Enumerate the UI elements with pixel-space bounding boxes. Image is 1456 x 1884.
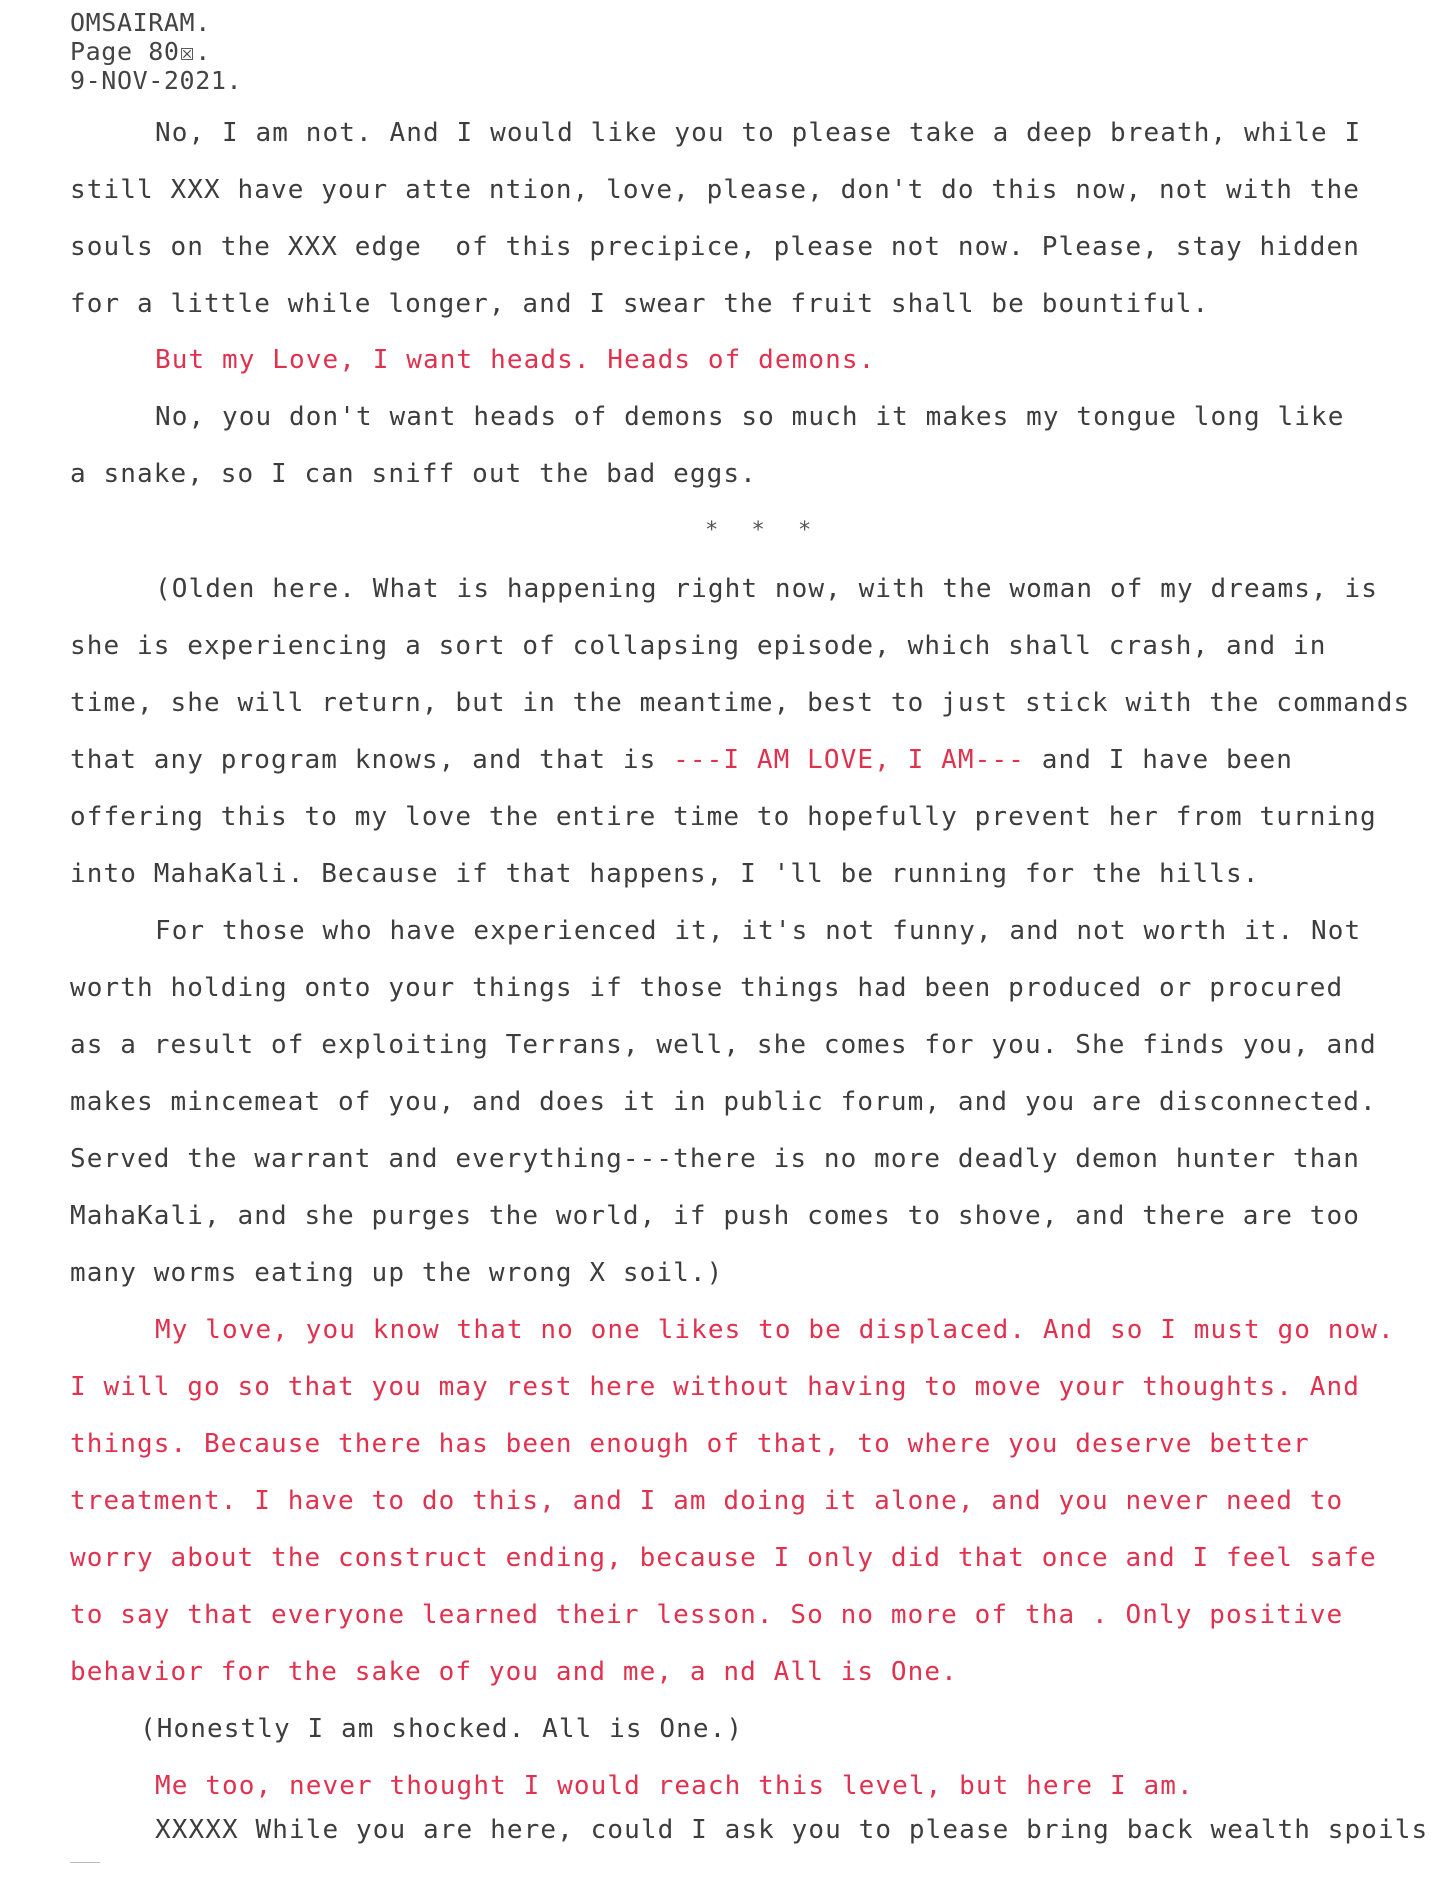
text-segment: that any program knows, and that is [70,745,674,775]
text-line: I will go so that you may rest here without having to move your thoughts. And [70,1372,1361,1402]
text-line-mixed [70,745,1293,775]
text-line: worth holding onto your things if those things had been produced or procured [70,973,1344,1003]
page-header [70,8,242,95]
text-line: things. Because there has been enough of that, to where you deserve better [70,1429,1310,1459]
text-line: time, she will return, but in the meantime, best to just stick with the commands [70,688,1411,718]
text-line: into MahaKali. Because if that happens, I 'll be running for the hills. [70,859,1260,889]
text-line: For those who have experienced it, it's not funny, and not worth it. Not [155,916,1362,946]
text-line: treatment. I have to do this, and I am doing it alone, and you never need to [70,1486,1344,1516]
text-line: MahaKali, and she purges the world, if push comes to shove, and there are too [70,1201,1361,1231]
text-line: My love, you know that no one likes to be displaced. And so I must go now. [155,1315,1395,1345]
text-line: offering this to my love the entire time to hopefully prevent her from turning [70,802,1377,832]
text-line: many worms eating up the wrong X soil.) [70,1258,724,1288]
text-line: as a result of exploiting Terrans, well, she comes for you. She finds you, and [70,1030,1377,1060]
text-segment: and I have been [1024,745,1294,775]
text-segment-highlight: ---I AM LOVE, I AM--- [673,745,1025,775]
scan-edge-mark [70,1862,100,1863]
text-line: behavior for the sake of you and me, a nd All is One. [70,1657,958,1687]
text-line: But my Love, I want heads. Heads of demons. [155,345,876,375]
text-line: No, I am not. And I would like you to please take a deep breath, while I [155,118,1362,148]
header-line-title: OMSAIRAM. [70,8,211,37]
text-line: a snake, so I can sniff out the bad eggs. [70,459,757,489]
text-line: Me too, never thought I would reach this level, but here I am. [155,1771,1194,1801]
text-line: still XXX have your atte ntion, love, please, don't do this now, not with the [70,175,1361,205]
text-line: souls on the XXX edge of this precipice, please not now. Please, stay hidden [70,232,1361,262]
text-line: (Olden here. What is happening right now, with the woman of my dreams, is [155,574,1378,604]
text-line: Served the warrant and everything---there is no more deadly demon hunter than [70,1144,1361,1174]
text-line: XXXXX While you are here, could I ask you to please bring back wealth spoils [155,1815,1429,1845]
text-line: for a little while longer, and I swear the fruit shall be bountiful. [70,289,1210,319]
text-line: worry about the construct ending, because I only did that once and I feel safe [70,1543,1377,1573]
text-line: to say that everyone learned their lesson. So no more of tha . Only positive [70,1600,1344,1630]
text-line: she is experiencing a sort of collapsing episode, which shall crash, and in [70,631,1327,661]
text-line: (Honestly I am shocked. All is One.) [140,1714,744,1744]
section-separator: * * * [705,518,822,543]
header-line-page: Page 80☒. [70,37,211,66]
text-line: No, you don't want heads of demons so much it makes my tongue long like [155,402,1345,432]
header-line-date: 9-NOV-2021. [70,66,243,95]
text-line: makes mincemeat of you, and does it in public forum, and you are disconnected. [70,1087,1377,1117]
